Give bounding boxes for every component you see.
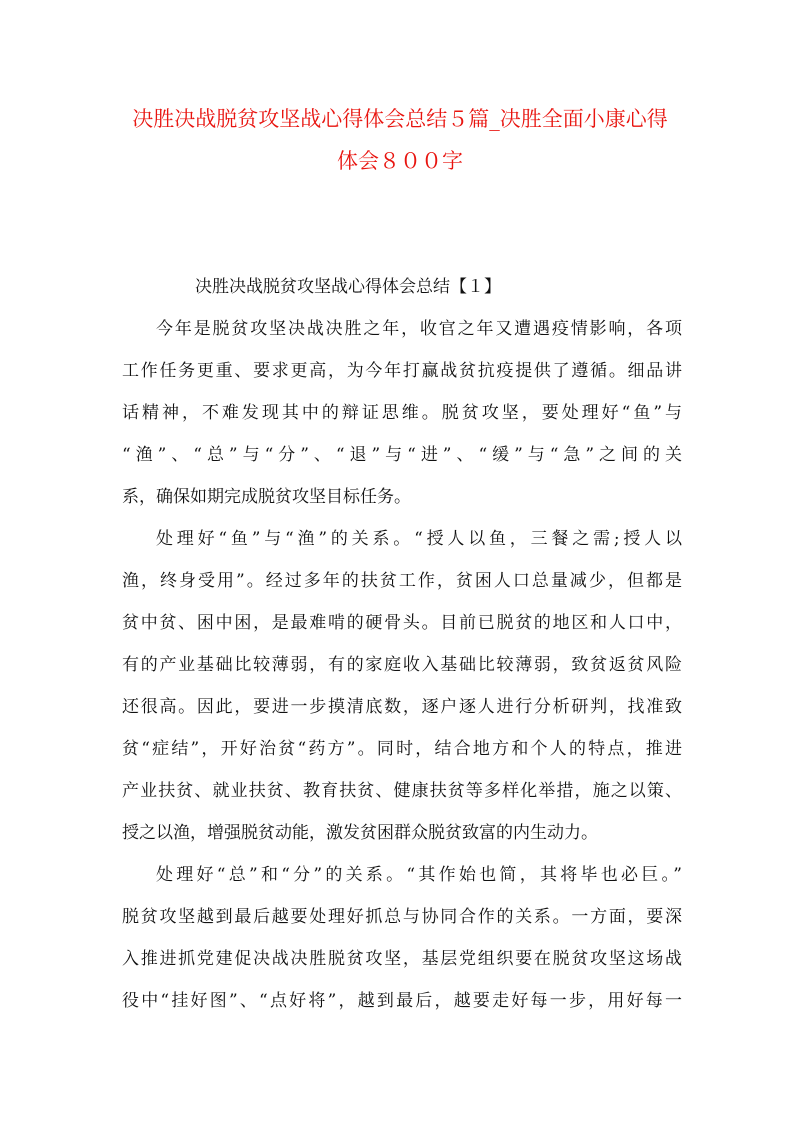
paragraph-2-line-3: 贫中贫、困中困，是最难啃的硬骨头。目前已脱贫的地区和人口中， <box>122 613 682 633</box>
paragraph-3-line-3: 入推进抓党建促决战决胜脱贫攻坚，基层党组织要在脱贫攻坚这场战 <box>122 949 682 969</box>
paragraph-2-line-2: 渔，终身受用”。经过多年的扶贫工作，贫困人口总量减少，但都是 <box>122 571 682 591</box>
paragraph-3-line-4: 役中“挂好图”、“点好将”，越到最后，越要走好每一步，用好每一 <box>122 991 682 1011</box>
section-heading: 决胜决战脱贫攻坚战心得体会总结【１】 <box>195 277 501 297</box>
paragraph-1-line-1: 今年是脱贫攻坚决战决胜之年，收官之年又遭遇疫情影响，各项 <box>156 319 682 339</box>
paragraph-1-line-3: 话精神，不难发现其中的辩证思维。脱贫攻坚，要处理好“鱼”与 <box>122 403 682 423</box>
paragraph-3-line-1: 处理好“总”和“分”的关系。“其作始也简，其将毕也必巨。” <box>156 865 682 885</box>
document-title-line-1: 决胜决战脱贫攻坚战心得体会总结５篇_决胜全面小康心得 <box>132 107 668 131</box>
paragraph-2-line-5: 还很高。因此，要进一步摸清底数，逐户逐人进行分析研判，找准致 <box>122 697 682 717</box>
paragraph-2-line-1: 处理好“鱼”与“渔”的关系。“授人以鱼，三餐之需;授人以 <box>156 529 682 549</box>
paragraph-1-line-4: “渔”、“总”与“分”、“退”与“进”、“缓”与“急”之间的关 <box>122 445 682 465</box>
paragraph-3-line-2: 脱贫攻坚越到最后越要处理好抓总与协同合作的关系。一方面，要深 <box>122 907 682 927</box>
paragraph-2-line-4: 有的产业基础比较薄弱，有的家庭收入基础比较薄弱，致贫返贫风险 <box>122 655 682 675</box>
document-title-line-2: 体会８００字 <box>337 149 463 173</box>
paragraph-1-line-2: 工作任务更重、要求更高，为今年打赢战贫抗疫提供了遵循。细品讲 <box>122 361 682 381</box>
paragraph-2-line-7: 产业扶贫、就业扶贫、教育扶贫、健康扶贫等多样化举措，施之以策、 <box>122 781 682 801</box>
paragraph-2-line-8: 授之以渔，增强脱贫动能，激发贫困群众脱贫致富的内生动力。 <box>122 823 598 843</box>
paragraph-2-line-6: 贫“症结”，开好治贫“药方”。同时，结合地方和个人的特点，推进 <box>122 739 682 759</box>
paragraph-1-line-5: 系，确保如期完成脱贫攻坚目标任务。 <box>122 487 411 507</box>
